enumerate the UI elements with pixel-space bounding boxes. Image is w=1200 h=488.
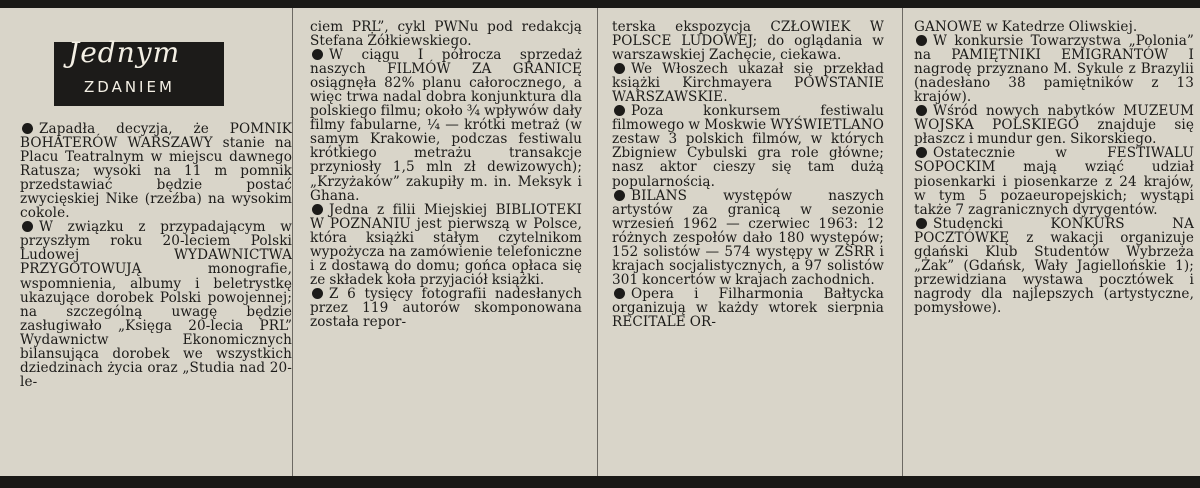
news-text: Ostatecznie w FESTIWALU SOPOCKIM mają wziąć udział piosenkarki i piosenkarze z 24 krajów, w tym 5 pozaeuropejskich; wystąpi także 7 zagranicznych dyrygentów. bbox=[914, 145, 1194, 218]
news-item bbox=[20, 122, 292, 220]
news-text: Opera i Filharmonia Bałtycka organizują w każdy wtorek sierpnia RECITALE OR- bbox=[612, 285, 884, 330]
news-text: W ciągu I półrocza sprzedaż naszych FILMÓW ZA GRANICĘ osiągnęła 82% planu całorocznego, a więc trwa nadal dobra konjunktura dla polskiego filmu; około ¾ wpływów dały filmy fabularne, ¼ — krótki metraż (w samym Krakowie, podczas festiwalu krótkiego metrażu transakcje przyniosły 1,5 mln zł dewizowych); „Krzyżaków” zakupiły m. in. Meksyk i Ghana. bbox=[310, 47, 582, 204]
bullet-icon bbox=[614, 288, 625, 299]
news-text: Wśród nowych nabytków MUZEUM WOJSKA POLSKIEGO znajduje się płaszcz i mundur gen. Sikorskiego. bbox=[914, 103, 1194, 148]
top-rule bbox=[0, 0, 1200, 8]
news-text: W związku z przypadającym w przyszłym roku 20-leciem Polski Ludowej WYDAWNICTWA PRZYGOTOWUJĄ monografie, wspomnienia, albumy i beletrystkę ukazujące dorobek Polski powojennej; na szczególną uwagę będzie zasługiwało „Księga 20-lecia PRL” Wydawnictw Ekonomicznych bilansująca dorobek we wszystkich dziedzinach życia oraz „Studia nad 20-le- bbox=[20, 219, 292, 390]
news-item-continuation bbox=[914, 20, 1194, 34]
bullet-icon bbox=[614, 63, 625, 74]
bottom-rule bbox=[0, 476, 1200, 488]
news-text: GANOWE w Katedrze Oliwskiej. bbox=[914, 19, 1138, 35]
news-item bbox=[310, 48, 582, 203]
logo-script-text: Jednym bbox=[68, 36, 181, 69]
news-text: Studencki KONKURS NA POCZTÓWKĘ z wakacji organizuje gdański Klub Studentów Wybrzeża „Żak” (Gdańsk, Wały Jagiellońskie 1); przewidziana wystawa pocztówek i nagrody dla najlepszych (artystyczne, pomysłowe). bbox=[914, 215, 1194, 316]
news-text: terska ekspozycja CZŁOWIEK W POLSCE LUDOWEJ; do oglądania w warszawskiej Zachęcie, ciekawa. bbox=[612, 19, 884, 64]
section-logo bbox=[54, 36, 224, 106]
news-item bbox=[914, 217, 1194, 315]
news-item bbox=[914, 34, 1194, 104]
bullet-icon bbox=[312, 288, 323, 299]
news-item-continuation bbox=[310, 20, 582, 48]
news-text: W konkursie Towarzystwa „Polonia” na PAMIĘTNIKI EMIGRANTÓW I nagrodę przyznano M. Sykule z Brazylii (nadesłano 38 pamiętników z 13 krajów). bbox=[914, 33, 1194, 106]
column-4 bbox=[914, 20, 1194, 315]
column-divider bbox=[292, 8, 293, 476]
bullet-icon bbox=[916, 105, 927, 116]
news-item bbox=[914, 104, 1194, 146]
news-item bbox=[612, 287, 884, 329]
news-item bbox=[612, 62, 884, 104]
column-2 bbox=[310, 20, 582, 329]
news-item-continuation bbox=[612, 20, 884, 62]
news-text: Jedna z filii Miejskiej BIBLIOTEKI W POZNANIU jest pierwszą w Polsce, która książki stałym czytelnikom wypożycza na zamówienie telefoniczne i z dostawą do domu; gońca opłaca się ze składek koła przyjaciół książki. bbox=[310, 201, 582, 288]
news-item bbox=[914, 146, 1194, 216]
bullet-icon bbox=[312, 49, 323, 60]
bullet-icon bbox=[916, 35, 927, 46]
bullet-icon bbox=[22, 221, 33, 232]
news-text: Poza konkursem festiwalu filmowego w Moskwie WYŚWIETLANO zestaw 3 polskich filmów, w których Zbigniew Cybulski gra role główne; nasz aktor cieszy się tam dużą popularnością. bbox=[612, 103, 884, 190]
news-text: We Włoszech ukazał się przekład książki Kirchmayera POWSTANIE WARSZAWSKIE. bbox=[612, 61, 884, 106]
news-item bbox=[612, 104, 884, 188]
news-item bbox=[310, 287, 582, 329]
news-text: ciem PRL”, cykl PWNu pod redakcją Stefana Żółkiewskiego. bbox=[310, 19, 582, 50]
column-divider bbox=[597, 8, 598, 476]
news-item bbox=[20, 220, 292, 389]
column-1 bbox=[20, 24, 292, 389]
column-divider bbox=[902, 8, 903, 476]
news-text: Z 6 tysięcy fotografii nadesłanych przez 119 autorów skomponowana została repor- bbox=[310, 285, 582, 330]
news-item bbox=[612, 189, 884, 287]
bullet-icon bbox=[614, 105, 625, 116]
news-text: Zapadła decyzja, że POMNIK BOHATERÓW WARSZAWY stanie na Placu Teatralnym w miejscu dawnego Ratusza; wysoki na 11 m pomnik przedstawiać będzie postać zwycięskiej Nike (rzeźba) na wysokim cokole. bbox=[20, 121, 292, 222]
news-item bbox=[310, 203, 582, 287]
bullet-icon bbox=[614, 190, 625, 201]
bullet-icon bbox=[916, 218, 927, 229]
bullet-icon bbox=[916, 147, 927, 158]
logo-caps-text: ZDANIEM bbox=[84, 78, 175, 96]
news-text: BILANS występów naszych artystów za granicą w sezonie wrzesień 1962 — czerwiec 1963: 12 różnych zespołów dało 180 występów; 152 solistów — 574 występy w ZSRR i krajach socjalistycznych, a 97 solistów 301 koncertów w krajach zachodnich. bbox=[612, 187, 884, 288]
bullet-icon bbox=[312, 204, 323, 215]
bullet-icon bbox=[22, 123, 33, 134]
column-3 bbox=[612, 20, 884, 329]
